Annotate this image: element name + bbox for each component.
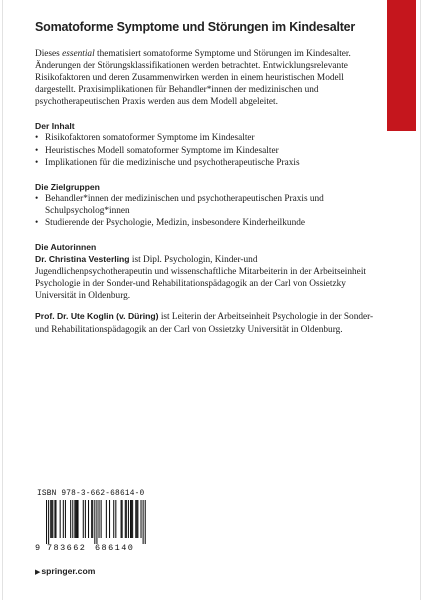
publisher-url: springer.com — [41, 566, 96, 576]
barcode-bar — [70, 500, 71, 538]
barcode-bar — [125, 500, 126, 538]
barcode-bar — [122, 500, 123, 538]
intro-paragraph: Dieses essential thematisiert somatoforme Symptome und Störungen im Kindesalter. Änderungen der Störungsklassifikationen werden betrachtet. Entwicklungsrelevante Risikofaktoren und deren Zusammenwirken werden in einem heuristischen Modell dargestellt. Praxisimplikationen für Behandler*innen der medizinischen und psychotherapeutischen Praxis werden aus dem Modell abgeleitet. — [35, 49, 351, 108]
barcode-bar — [106, 500, 107, 538]
isbn-barcode — [35, 490, 148, 560]
barcode-bar — [54, 500, 55, 538]
barcode-bar — [50, 500, 51, 538]
barcode-guard-bar — [94, 500, 95, 544]
list-item: • Behandler*innen der medizinischen und psychotherapeutischen Praxis und Schulpsycholog*innen — [35, 193, 324, 216]
barcode-guard-bar — [143, 500, 144, 544]
list-item: • Risikofaktoren somatoformer Symptome im Kindesalter — [35, 133, 255, 144]
barcode-bar — [72, 500, 73, 538]
barcode-bar — [52, 500, 53, 538]
barcode-bar — [130, 500, 131, 538]
author-bio: Prof. Dr. Ute Koglin (v. Düring) ist Leiterin der Arbeitseinheit Psychologie in der Sonder-und Rehabilitationspädagogik an der Carl von Ossietzky Universität in Oldenburg. — [35, 311, 374, 335]
barcode-bar — [113, 500, 114, 538]
barcode-bar — [75, 500, 76, 538]
barcode-bar — [99, 500, 100, 538]
barcode-guard-bar — [96, 500, 97, 544]
ean-digits — [35, 544, 148, 554]
barcode-bar — [51, 500, 52, 538]
author-name: Prof. Dr. Ute Koglin (v. Düring) — [35, 311, 159, 322]
barcode-bar — [121, 500, 122, 538]
barcode-bar — [85, 500, 86, 538]
barcode-bar — [109, 500, 110, 538]
barcode-bar — [55, 500, 56, 538]
barcode-bar — [137, 500, 138, 538]
barcode-bar — [91, 500, 92, 538]
barcode-bar — [101, 500, 102, 538]
barcode-guard-bar — [145, 500, 146, 544]
inhalt-list — [35, 132, 375, 168]
list-item: • Heuristisches Modell somatoformer Symptome im Kindesalter — [35, 145, 279, 156]
barcode-bars — [35, 500, 148, 544]
barcode-bar — [78, 500, 79, 538]
bullet-icon: • — [35, 133, 39, 144]
author-name: Dr. Christina Vesterling — [35, 254, 130, 265]
barcode-bar — [141, 500, 142, 538]
intro-italic-word: essential — [62, 49, 95, 59]
publisher-link[interactable] — [35, 566, 95, 576]
bullet-icon: • — [35, 217, 39, 228]
red-accent-tab — [387, 0, 416, 131]
bullet-icon: • — [35, 193, 39, 204]
barcode-bar — [136, 500, 137, 538]
barcode-bar — [76, 500, 77, 538]
barcode-bar — [88, 500, 89, 538]
barcode-bar — [92, 500, 93, 538]
zielgruppen-list — [35, 193, 375, 229]
barcode-bar — [126, 500, 127, 538]
barcode-bar — [131, 500, 132, 538]
list-item: • Studierende der Psychologie, Medizin, insbesondere Kinderheilkunde — [35, 217, 305, 228]
list-item: • Implikationen für die medizinische und psychotherapeutische Praxis — [35, 157, 300, 168]
ean-digit-first: 9 — [35, 543, 42, 553]
barcode-guard-bar — [48, 500, 49, 544]
cover-text — [35, 20, 375, 344]
ean-digits-left: 783662 — [47, 543, 87, 553]
bullet-icon: • — [35, 157, 39, 168]
barcode-bar — [128, 500, 129, 538]
bullet-icon: • — [35, 145, 39, 156]
barcode-bar — [132, 500, 133, 538]
section-heading-zielgruppen: Die Zielgruppen — [35, 181, 100, 192]
book-title: Somatoforme Symptome und Störungen im Kindesalter — [35, 20, 356, 34]
barcode-bar — [65, 500, 66, 538]
barcode-bar — [63, 500, 64, 538]
barcode-bar — [74, 500, 75, 538]
ean-digits-right: 686140 — [95, 543, 135, 553]
arrow-right-icon: ▶ — [35, 569, 41, 576]
section-heading-inhalt: Der Inhalt — [35, 121, 75, 132]
isbn-label: ISBN 978-3-662-68614-0 — [37, 490, 145, 498]
barcode-bar — [60, 500, 61, 538]
author-bio: Dr. Christina Vesterling ist Dipl. Psychologin, Kinder-und Jugendlichenpsychotherapeutin und wissenschaftliche Mitarbeiterin in der Arbeitseinheit Psychologie in der Sonder-und Rehabilitationspädagogik an der Carl von Ossietzky Universität in Oldenburg. — [35, 254, 366, 302]
barcode-bar — [135, 500, 136, 538]
barcode-guard-bar — [46, 500, 47, 544]
barcode-bar — [83, 500, 84, 538]
barcode-bar — [115, 500, 116, 538]
book-back-cover — [2, 0, 421, 600]
section-heading-autorinnen: Die Autorinnen — [35, 242, 97, 253]
